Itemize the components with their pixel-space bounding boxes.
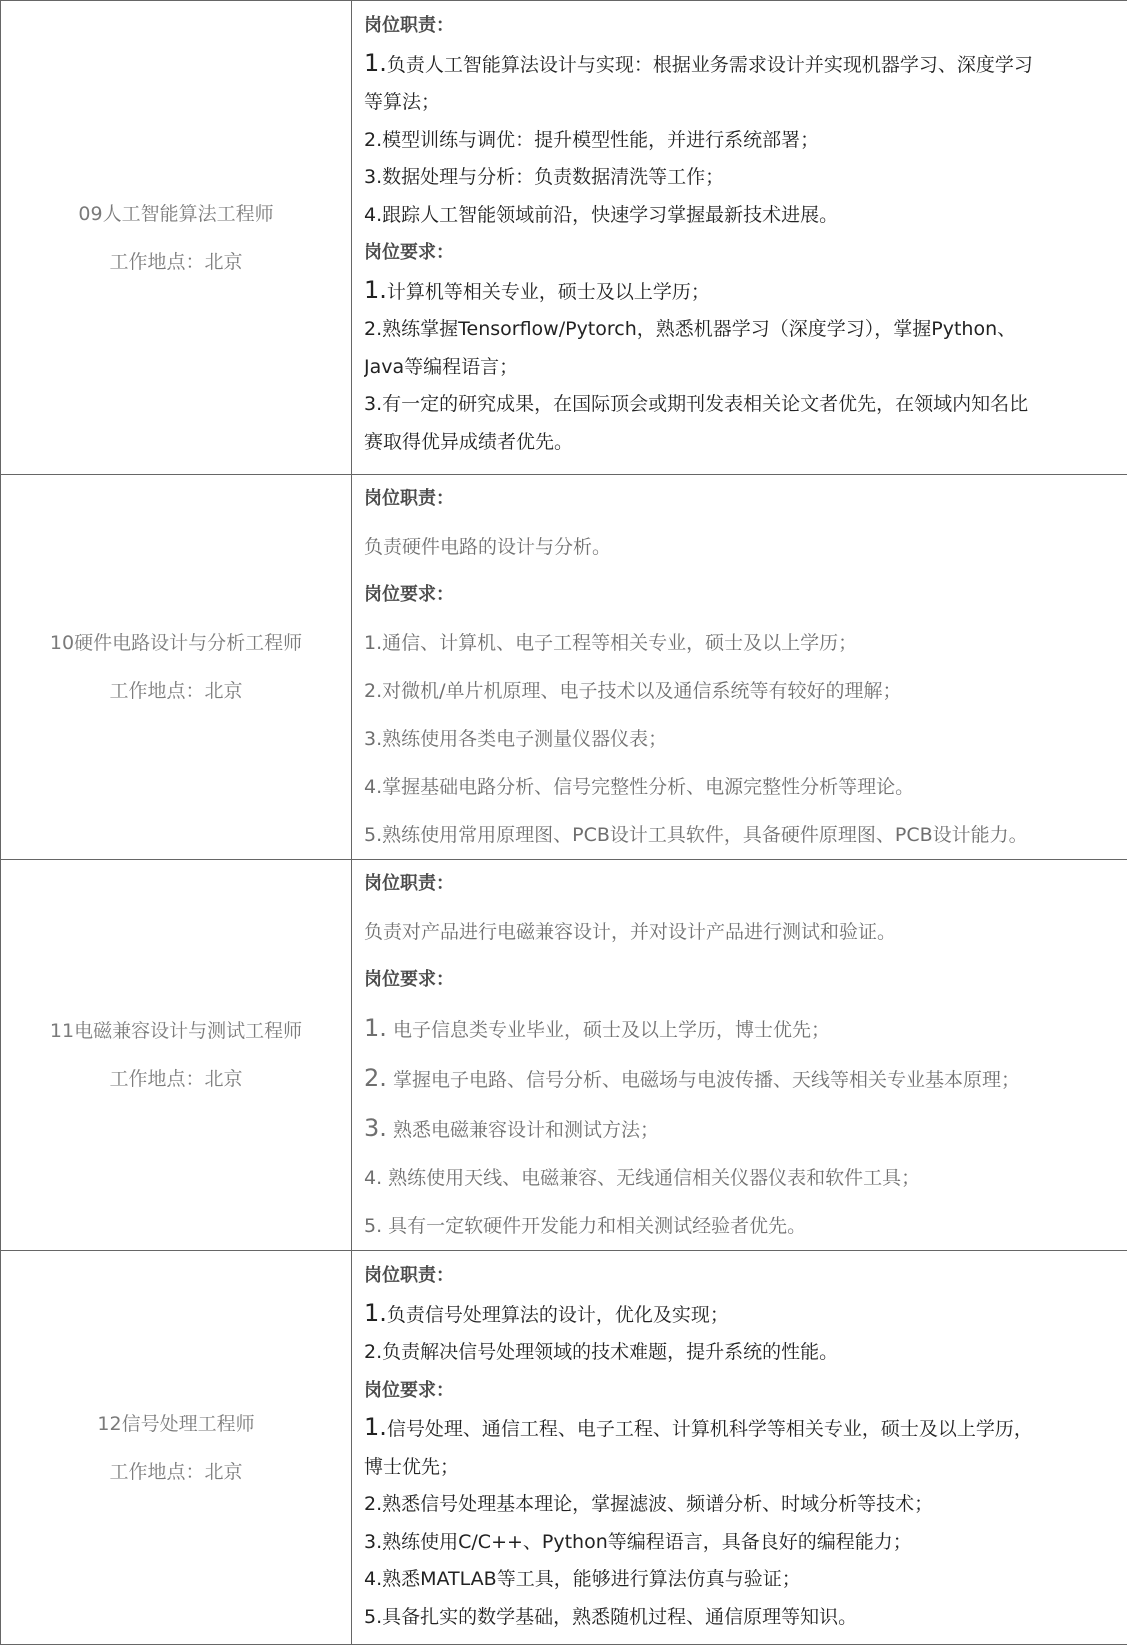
requirement-line: 3.熟练使用各类电子测量仪器仪表； bbox=[364, 715, 1115, 763]
job-location: 工作地点：北京 bbox=[1, 238, 351, 286]
duty-line: 1.负责信号处理算法的设计，优化及实现； bbox=[364, 1295, 1115, 1335]
requirements-heading: 岗位要求： bbox=[364, 234, 1115, 272]
job-location: 工作地点：北京 bbox=[1, 1448, 351, 1496]
requirement-line: 5.熟练使用常用原理图、PCB设计工具软件，具备硬件原理图、PCB设计能力。 bbox=[364, 811, 1115, 859]
requirement-line: 2.对微机/单片机原理、电子技术以及通信系统等有较好的理解； bbox=[364, 667, 1115, 715]
requirement-line: 博士优先； bbox=[364, 1449, 1115, 1487]
requirement-line: 4.掌握基础电路分析、信号完整性分析、电源完整性分析等理论。 bbox=[364, 763, 1115, 811]
job-title-cell bbox=[1, 860, 352, 1251]
requirement-line: Java等编程语言； bbox=[364, 349, 1115, 387]
requirement-line: 4. 熟练使用天线、电磁兼容、无线通信相关仪器仪表和软件工具； bbox=[364, 1154, 1115, 1202]
job-title-cell bbox=[1, 1, 352, 475]
job-detail-cell bbox=[352, 1251, 1127, 1645]
duty-line: 负责对产品进行电磁兼容设计，并对设计产品进行测试和验证。 bbox=[364, 908, 1115, 956]
duties-heading: 岗位职责： bbox=[364, 7, 1115, 45]
duties-heading: 岗位职责： bbox=[364, 860, 1115, 908]
job-title: 10硬件电路设计与分析工程师 bbox=[1, 619, 351, 667]
duties-heading: 岗位职责： bbox=[364, 1257, 1115, 1295]
duty-line: 4.跟踪人工智能领域前沿，快速学习掌握最新技术进展。 bbox=[364, 197, 1115, 235]
job-row bbox=[1, 1251, 1127, 1645]
job-detail-cell bbox=[352, 475, 1127, 860]
requirement-line: 3.有一定的研究成果，在国际顶会或期刊发表相关论文者优先，在领域内知名比 bbox=[364, 386, 1115, 424]
job-title: 11电磁兼容设计与测试工程师 bbox=[1, 1007, 351, 1055]
duty-line: 3.数据处理与分析：负责数据清洗等工作； bbox=[364, 159, 1115, 197]
requirement-line: 2.熟悉信号处理基本理论，掌握滤波、频谱分析、时域分析等技术； bbox=[364, 1486, 1115, 1524]
duty-line: 2.模型训练与调优：提升模型性能，并进行系统部署； bbox=[364, 122, 1115, 160]
requirement-line: 1.通信、计算机、电子工程等相关专业，硕士及以上学历； bbox=[364, 619, 1115, 667]
job-location: 工作地点：北京 bbox=[1, 667, 351, 715]
duty-line: 2.负责解决信号处理领域的技术难题，提升系统的性能。 bbox=[364, 1334, 1115, 1372]
duty-line: 1.负责人工智能算法设计与实现：根据业务需求设计并实现机器学习、深度学习 bbox=[364, 45, 1115, 85]
job-title: 09人工智能算法工程师 bbox=[1, 190, 351, 238]
job-location: 工作地点：北京 bbox=[1, 1055, 351, 1103]
duty-line: 等算法； bbox=[364, 84, 1115, 122]
job-title-cell bbox=[1, 475, 352, 860]
requirements-heading: 岗位要求： bbox=[364, 956, 1115, 1004]
requirement-line: 1. 电子信息类专业毕业，硕士及以上学历，博士优先； bbox=[364, 1004, 1115, 1054]
requirement-line: 2.熟练掌握Tensorflow/Pytorch，熟悉机器学习（深度学习），掌握Python、 bbox=[364, 311, 1115, 349]
job-detail-cell bbox=[352, 1, 1127, 475]
job-row bbox=[1, 1, 1127, 475]
requirements-heading: 岗位要求： bbox=[364, 571, 1115, 619]
job-title: 12信号处理工程师 bbox=[1, 1400, 351, 1448]
requirement-line: 1.信号处理、通信工程、电子工程、计算机科学等相关专业，硕士及以上学历， bbox=[364, 1409, 1115, 1449]
requirements-heading: 岗位要求： bbox=[364, 1372, 1115, 1410]
requirement-line: 1.计算机等相关专业，硕士及以上学历； bbox=[364, 272, 1115, 312]
job-row bbox=[1, 860, 1127, 1251]
job-title-cell bbox=[1, 1251, 352, 1645]
requirement-line: 3.熟练使用C/C++、Python等编程语言，具备良好的编程能力； bbox=[364, 1524, 1115, 1562]
requirement-line: 5.具备扎实的数学基础，熟悉随机过程、通信原理等知识。 bbox=[364, 1599, 1115, 1637]
job-row bbox=[1, 475, 1127, 860]
duty-line: 负责硬件电路的设计与分析。 bbox=[364, 523, 1115, 571]
job-detail-cell bbox=[352, 860, 1127, 1251]
requirement-line: 2. 掌握电子电路、信号分析、电磁场与电波传播、天线等相关专业基本原理； bbox=[364, 1054, 1115, 1104]
duties-heading: 岗位职责： bbox=[364, 475, 1115, 523]
requirement-line: 5. 具有一定软硬件开发能力和相关测试经验者优先。 bbox=[364, 1202, 1115, 1250]
requirement-line: 赛取得优异成绩者优先。 bbox=[364, 424, 1115, 462]
requirement-line: 4.熟悉MATLAB等工具，能够进行算法仿真与验证； bbox=[364, 1561, 1115, 1599]
requirement-line: 3. 熟悉电磁兼容设计和测试方法； bbox=[364, 1104, 1115, 1154]
